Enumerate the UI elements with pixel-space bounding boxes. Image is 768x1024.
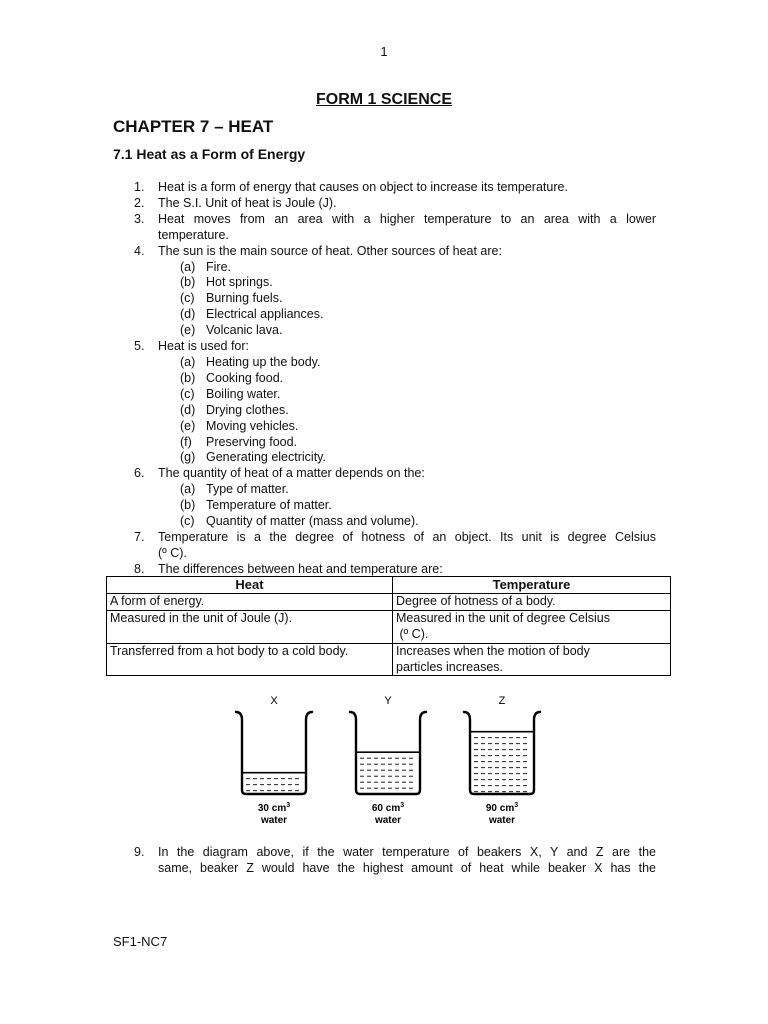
list-item-5: 5. Heat is used for: — [134, 339, 250, 354]
list-item-1: 1. Heat is a form of energy that causes on object to increase its temperature. — [134, 180, 568, 194]
list-item-4: 4. The sun is the main source of heat. Other sources of heat are: — [134, 243, 502, 258]
beaker-x — [236, 695, 312, 826]
beaker-label: Y — [384, 695, 392, 707]
sub-item: (c) Burning fuels. — [180, 291, 283, 306]
table-cell: Increases when the motion of body particles increases. — [393, 643, 671, 676]
sub-item: (f) Preserving food. — [180, 434, 298, 449]
sub-item: (g) Generating electricity. — [180, 450, 326, 465]
table-cell: A form of energy. — [107, 593, 393, 610]
beaker-label: X — [270, 695, 278, 707]
beaker-volume: 90 $cm^3$ — [485, 802, 519, 814]
heat-vs-temperature-table — [106, 576, 671, 676]
sub-item: (c) Quantity of matter (mass and volume). — [180, 514, 419, 529]
sub-item: (b) Cooking food. — [180, 370, 284, 385]
water — [471, 732, 533, 793]
list-item-2: 2. The S.I. Unit of heat is Joule (J). — [134, 195, 337, 210]
page-number: 1 — [380, 44, 388, 59]
section-title: 7.1 Heat as a Form of Energy — [113, 146, 306, 162]
table-header-row — [107, 577, 671, 594]
numbered-list — [134, 180, 656, 578]
beaker-volume: 30 $cm^3$ — [257, 802, 291, 814]
header-temperature: Temperature — [393, 577, 671, 594]
water — [243, 773, 305, 793]
list-item-9: 9. In the diagram above, if the water temperature of beakers X, Y and Z are the same, beaker Z would have the highest amount of heat while beaker X has the — [134, 845, 656, 875]
table-cell: Degree of hotness of a body. — [393, 593, 671, 610]
list-item-8: 8. The differences between heat and temperature are: — [134, 561, 443, 576]
beaker-substance: water — [488, 815, 516, 826]
beaker-label: Z — [498, 695, 506, 707]
sub-item: (b) Temperature of matter. — [180, 498, 332, 513]
table-row — [107, 593, 671, 610]
footer-code: SF1-NC7 — [113, 934, 168, 949]
form-title: FORM 1 SCIENCE — [315, 91, 452, 108]
sub-item: (b) Hot springs. — [180, 275, 273, 290]
beaker-substance: water — [374, 815, 402, 826]
list-item-3: 3. Heat moves from an area with a higher temperature to an area with a lower temperature. — [134, 211, 656, 242]
sub-item: (a) Fire. — [180, 259, 231, 274]
table-row — [107, 643, 671, 676]
beaker-z — [464, 695, 540, 826]
header-heat: Heat — [107, 577, 393, 594]
table-row — [107, 610, 671, 643]
list-item-7: 7. Temperature is a the degree of hotness of an object. Its unit is degree Celsius (º C). — [134, 529, 656, 560]
beaker-substance: water — [260, 815, 288, 826]
sub-item: (e) Moving vehicles. — [180, 418, 299, 433]
beaker-volume: 60 $cm^3$ — [371, 802, 405, 814]
table-cell: Transferred from a hot body to a cold body. — [107, 643, 393, 676]
sub-item: (e) Volcanic lava. — [180, 323, 283, 338]
sub-item: (a) Type of matter. — [180, 482, 289, 497]
sub-item: (d) Electrical appliances. — [180, 307, 324, 322]
beaker-y — [350, 695, 426, 826]
table-cell: Measured in the unit of degree Celsius (º C). — [393, 610, 671, 643]
table-cell: Measured in the unit of Joule (J). — [107, 610, 393, 643]
sub-item: (c) Boiling water. — [180, 386, 281, 401]
chapter-title: CHAPTER 7 – HEAT — [113, 117, 274, 136]
beakers-diagram — [222, 690, 552, 830]
sub-item: (d) Drying clothes. — [180, 402, 289, 417]
list-item-6: 6. The quantity of heat of a matter depends on the: — [134, 466, 425, 481]
sub-item: (a) Heating up the body. — [180, 354, 321, 369]
